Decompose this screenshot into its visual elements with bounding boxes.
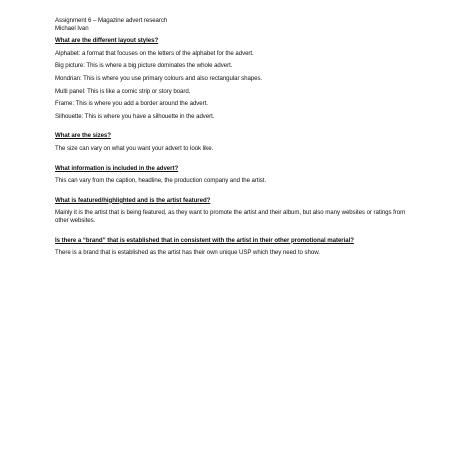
layout-style-silhouette: Silhouette: This is where you have a silhouette in the advert.	[55, 112, 215, 120]
layout-styles-heading: What are the different layout styles?	[55, 37, 159, 45]
information-heading: What information is included in the advert?	[55, 164, 179, 172]
layout-style-alphabet: Alphabet: a format that focuses on the letters of the alphabet for the advert.	[55, 49, 254, 57]
brand-answer: There is a brand that is established as the artist has their own unique USP which they need to show.	[55, 249, 320, 257]
layout-style-frame: Frame: This is where you add a border around the advert.	[55, 100, 208, 108]
brand-heading: Is there a “brand” that is established that in consistent with the artist in their other promotional material?	[55, 236, 354, 244]
featured-heading: What is featured/highlighted and is the artist featured?	[55, 196, 211, 204]
sizes-answer: The size can vary on what you want your advert to look like.	[55, 144, 214, 152]
information-answer: This can vary from the caption, headline, the production company and the artist.	[55, 177, 267, 185]
layout-style-mondrian: Mondrian: This is where you use primary colours and also rectangular shapes.	[55, 74, 263, 82]
author-name: Michael Ivan	[55, 24, 89, 32]
layout-style-big-picture: Big picture: This is where a big picture dominates the whole advert.	[55, 62, 233, 70]
featured-answer: Mainly it is the artist that is being featured, as they want to promote the artist and their album, but also many websites or ratings from other websites.	[55, 209, 406, 224]
layout-style-multi-panel: Multi panel: This is like a comic strip or story board.	[55, 87, 191, 95]
document-body	[55, 17, 410, 257]
assignment-title: Assignment 6 – Magazine advert research	[55, 17, 168, 24]
sizes-heading: What are the sizes?	[55, 132, 111, 140]
